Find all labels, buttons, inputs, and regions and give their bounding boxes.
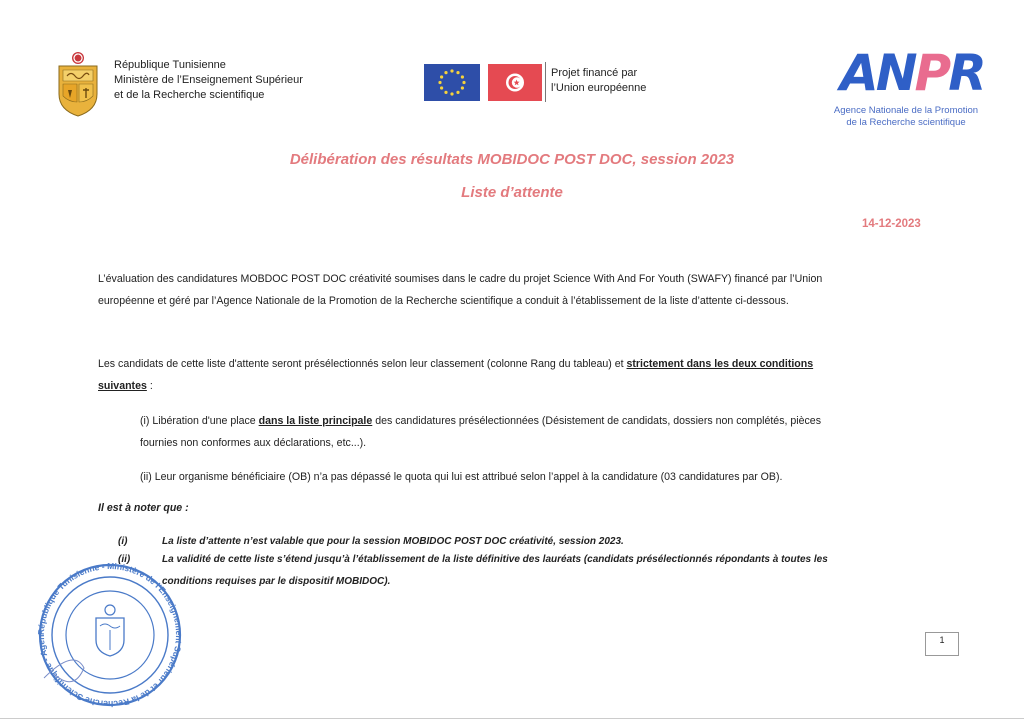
ministry-line: Ministère de l’Enseignement Supérieur — [114, 74, 303, 86]
page-title: Délibération des résultats MOBIDOC POST DOC, session 2023 — [289, 151, 735, 168]
conditions-intro-text: Les candidats de cette liste d'attente seront présélectionnés selon leur classement (colonne Rang du tableau) et — [98, 358, 627, 370]
anpr-logo-an: AN — [840, 44, 915, 102]
anpr-subtitle-line: Agence Nationale de la Promotion — [833, 105, 979, 116]
ministry-line: et de la Recherche scientifique — [114, 89, 265, 101]
anpr-logo-p: P — [914, 44, 949, 102]
note-1-text: La liste d’attente n’est valable que pour la session MOBIDOC POST DOC créativité, session 2023. — [162, 536, 624, 547]
condition-item-1 — [140, 410, 940, 454]
intro-line: L’évaluation des candidatures MOBDOC POST DOC créativité soumises dans le cadre du projet Science With And For Youth (SWAFY) financé par l’Union — [98, 273, 823, 285]
anpr-subtitle-line: de la Recherche scientifique — [846, 117, 966, 128]
conditions-paragraph — [98, 353, 938, 397]
funding-line: l’Union européenne — [551, 82, 647, 94]
funding-block — [551, 66, 646, 96]
tunisia-coat-of-arms-icon — [55, 50, 101, 118]
funding-line: Projet financé par — [551, 67, 638, 79]
document-date: 14-12-2023 — [862, 218, 921, 230]
note-2-line: conditions requises par le dispositif MOBIDOC). — [162, 576, 391, 587]
condition-item-1-text-2: des candidatures présélectionnées (Désistement de candidats, dossiers non complétés, pièces — [372, 415, 821, 427]
ministry-line: République Tunisienne — [114, 59, 226, 71]
intro-paragraph — [98, 268, 938, 312]
anpr-logo — [836, 44, 984, 102]
conditions-colon: : — [146, 380, 153, 392]
condition-item-2: (ii) Leur organisme bénéficiaire (OB) n’a pas dépassé le quota qui lui est attribué selon l’appel à la candidature (03 candidatures par OB). — [140, 471, 783, 483]
note-2-line: La validité de cette liste s’étend jusqu’à l’établissement de la liste définitive des lauréats (candidats présélectionnés répondants à toutes les — [162, 554, 828, 565]
note-1-number: (i) — [118, 536, 128, 547]
conditions-emphasis-2: suivantes — [98, 380, 147, 392]
stamp-text: République Tunisienne - Ministère de l'Enseignement Supérieur et de la Recherche Scientifique - Agen — [35, 560, 185, 710]
condition-item-1-emphasis: dans la liste principale — [258, 415, 373, 427]
intro-line: européenne et géré par l’Agence Nationale de la Promotion de la Recherche scientifique a conduit à l’établissement de la liste d’attente ci-dessous. — [98, 295, 789, 307]
anpr-logo-r: R — [948, 44, 984, 102]
page-subtitle: Liste d’attente — [461, 184, 563, 201]
condition-item-1-line-2: fournies non conformes aux déclarations, etc...). — [140, 437, 367, 449]
note-2-text — [162, 549, 942, 593]
notes-title: Il est à noter que : — [98, 502, 189, 514]
conditions-emphasis: strictement dans les deux conditions — [626, 358, 814, 370]
header-divider — [545, 62, 546, 102]
page-bottom-edge — [0, 718, 1024, 719]
official-stamp — [30, 560, 190, 710]
anpr-subtitle — [826, 105, 986, 129]
eu-flag-icon — [424, 64, 480, 101]
page-number: 1 — [925, 632, 959, 656]
condition-item-1-text: (i) Libération d'une place — [140, 415, 259, 427]
tunisia-flag-icon — [488, 64, 542, 101]
note-2-number: (ii) — [118, 554, 131, 565]
ministry-block — [114, 58, 303, 103]
svg-text:République Tunisienne - Minist — [30, 560, 184, 709]
